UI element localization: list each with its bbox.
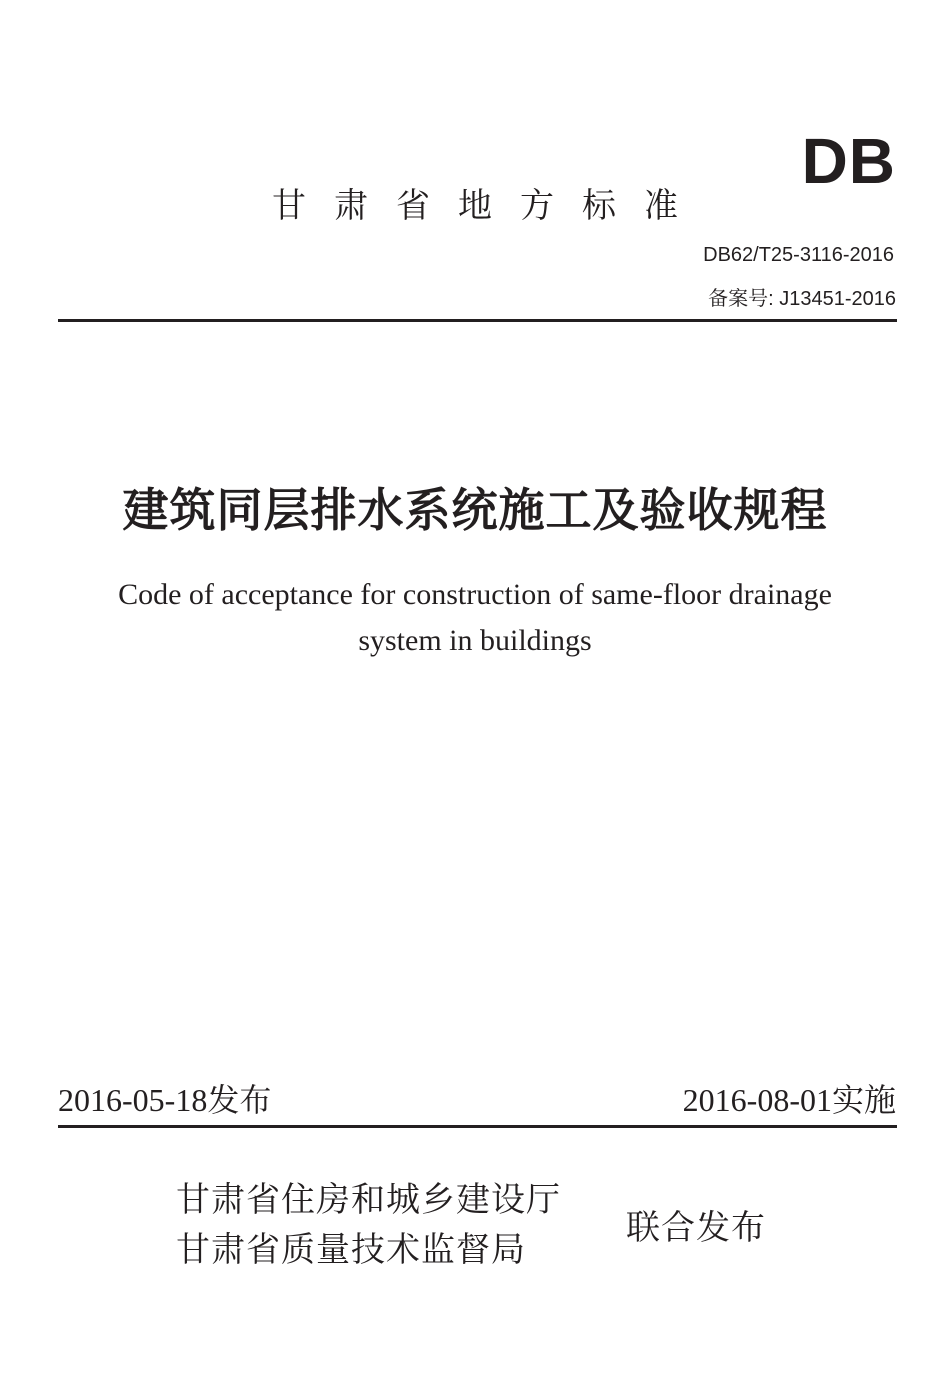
document-title-english-line2: system in buildings: [358, 624, 592, 657]
implementation-date: 2016-08-01实施: [682, 1082, 896, 1118]
bottom-divider: [58, 1125, 897, 1128]
publisher-org-2: 甘肃省质量技术监督局: [176, 1231, 526, 1269]
document-title-english-line1: Code of acceptance for construction of same-floor drainage: [118, 578, 832, 611]
db-mark: DB: [801, 125, 896, 197]
standard-code: DB62/T25-3116-2016: [703, 244, 894, 266]
top-divider: [58, 319, 897, 322]
publisher-org-1: 甘肃省住房和城乡建设厅: [176, 1181, 561, 1219]
standard-type-heading: 甘肃省地方标准: [272, 187, 706, 225]
document-title-chinese: 建筑同层排水系统施工及验收规程: [122, 483, 828, 537]
joint-publish-label: 联合发布: [626, 1209, 766, 1247]
issue-date: 2016-05-18发布: [58, 1082, 272, 1118]
record-number: 备案号: J13451-2016: [708, 288, 896, 310]
